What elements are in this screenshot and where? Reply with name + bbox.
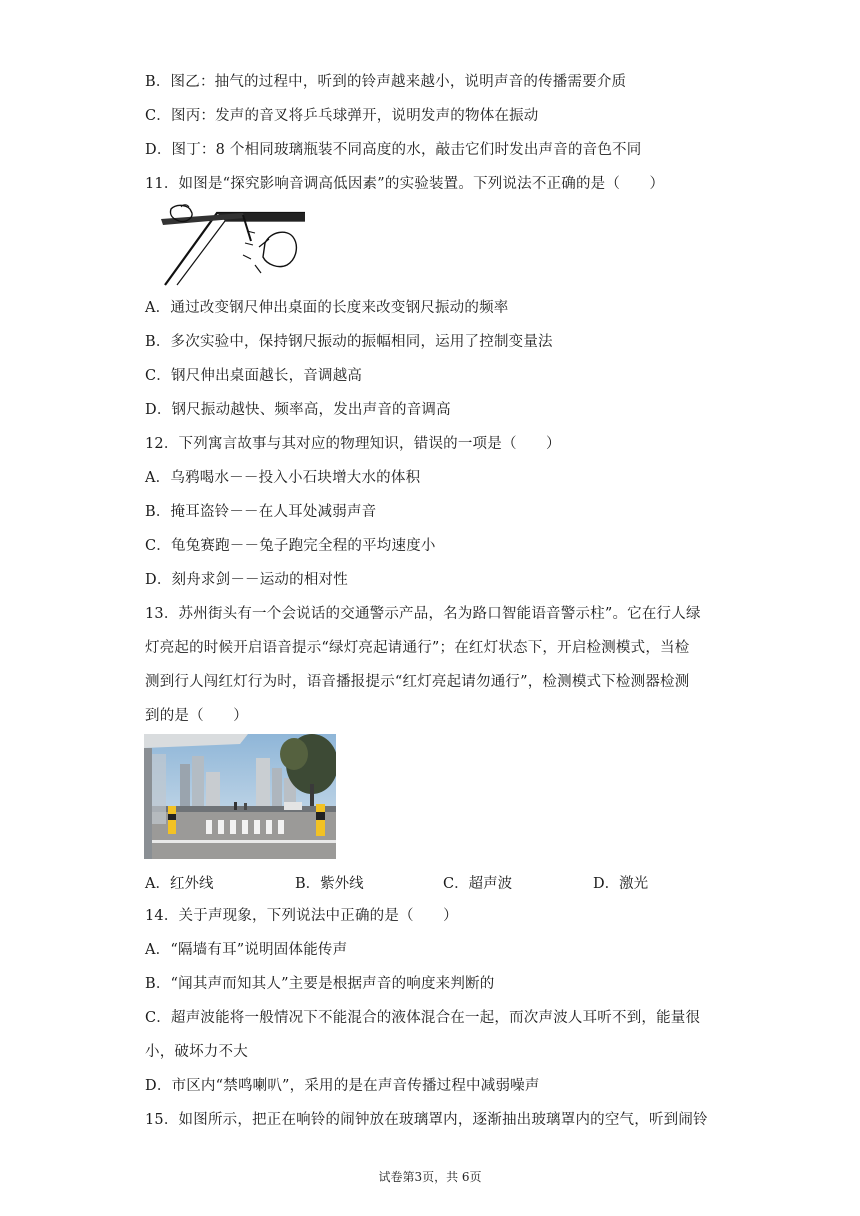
q15-stem: 15．如图所示，把正在响铃的闹钟放在玻璃罩内，逐渐抽出玻璃罩内的空气，听到闹铃 <box>145 1112 708 1128</box>
prev-option-b: B．图乙：抽气的过程中，听到的铃声越来越小，说明声音的传播需要介质 <box>145 74 627 90</box>
q14-option-a: A．“隔墙有耳”说明固体能传声 <box>145 942 348 958</box>
q12-option-d: D．刻舟求剑－－运动的相对性 <box>145 572 348 588</box>
q14-option-c-line1: C．超声波能将一般情况下不能混合的液体混合在一起，而次声波人耳听不到，能量很 <box>145 1010 701 1026</box>
q11-option-b: B．多次实验中，保持钢尺振动的振幅相同，运用了控制变量法 <box>145 334 553 350</box>
prev-option-c: C．图丙：发声的音叉将乒乓球弹开，说明发声的物体在振动 <box>145 108 539 124</box>
q11-stem: 11．如图是“探究影响音调高低因素”的实验装置。下列说法不正确的是（ ） <box>145 176 665 192</box>
q11-ruler-figure <box>147 203 305 287</box>
q14-option-c-line2: 小，破坏力不大 <box>145 1044 248 1060</box>
page-footer: 试卷第3页，共 6页 <box>378 1170 482 1184</box>
q13-stem-line4: 到的是（ ） <box>145 708 248 724</box>
q13-stem-line1: 13．苏州街头有一个会说话的交通警示产品，名为路口智能语音警示柱”。它在行人绿 <box>145 606 701 622</box>
q12-option-c: C．龟兔赛跑－－兔子跑完全程的平均速度小 <box>145 538 436 554</box>
q13-stem-line3: 测到行人闯红灯行为时，语音播报提示“红灯亮起请勿通行”，检测模式下检测器检测 <box>145 674 690 690</box>
q13-option-d: D．激光 <box>593 876 649 892</box>
q13-option-b: B．紫外线 <box>295 876 364 892</box>
q14-option-d: D．市区内“禁鸣喇叭”，采用的是在声音传播过程中减弱噪声 <box>145 1078 540 1094</box>
q14-option-b: B．“闻其声而知其人”主要是根据声音的响度来判断的 <box>145 976 495 992</box>
q11-option-a: A．通过改变钢尺伸出桌面的长度来改变钢尺振动的频率 <box>145 300 509 316</box>
q14-stem: 14．关于声现象，下列说法中正确的是（ ） <box>145 908 458 924</box>
q13-options-row <box>145 872 745 892</box>
q12-stem: 12．下列寓言故事与其对应的物理知识，错误的一项是（ ） <box>145 436 561 452</box>
prev-option-d: D．图丁：8 个相同玻璃瓶装不同高度的水，敲击它们时发出声音的音色不同 <box>145 142 642 158</box>
q11-option-d: D．钢尺振动越快、频率高，发出声音的音调高 <box>145 402 451 418</box>
q11-option-c: C．钢尺伸出桌面越长，音调越高 <box>145 368 363 384</box>
q12-option-a: A．乌鸦喝水－－投入小石块增大水的体积 <box>145 470 421 486</box>
q12-option-b: B．掩耳盗铃－－在人耳处减弱声音 <box>145 504 377 520</box>
q13-option-c: C．超声波 <box>443 876 513 892</box>
q13-street-photo <box>144 734 336 859</box>
q13-stem-line2: 灯亮起的时候开启语音提示“绿灯亮起请通行”；在红灯状态下，开启检测模式，当检 <box>145 640 690 656</box>
q13-option-a: A．红外线 <box>145 876 214 892</box>
